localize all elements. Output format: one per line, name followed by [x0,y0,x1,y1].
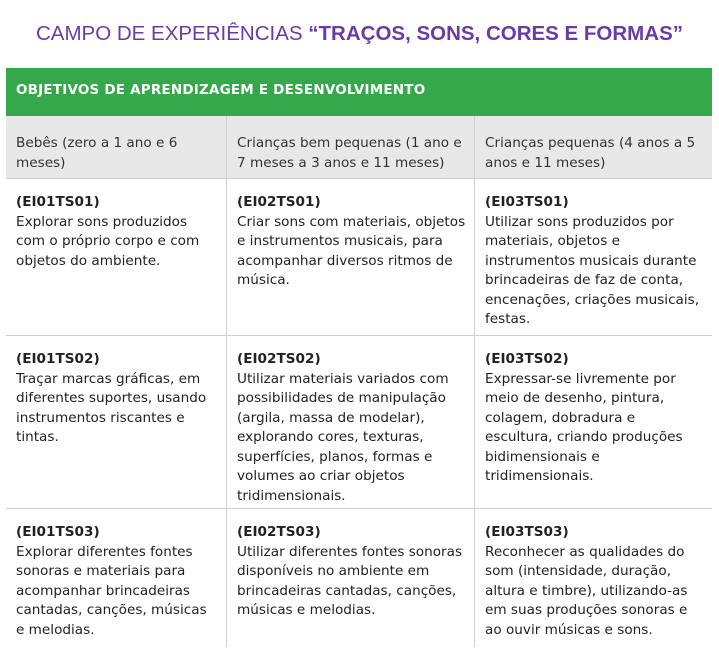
objective-code: (EI02TS02) [237,351,321,367]
objective-text: Explorar sons produzidos com o próprio corpo e com objetos do ambiente. [16,213,200,269]
column-header-criancas-bem-pequenas: Crianças bem pequenas (1 ano e 7 meses a 3 anos e 11 meses) [227,116,475,178]
column-header-criancas-pequenas: Crianças pequenas (4 anos a 5 anos e 11 meses) [475,116,712,178]
page-title [0,22,719,46]
table-cell [475,509,712,647]
table-row [6,508,712,647]
objective-code: (EI02TS03) [237,524,321,540]
objectives-header-label: OBJETIVOS DE APRENDIZAGEM E DESENVOLVIMENTO [16,82,426,98]
table-cell [227,509,475,647]
table-cell [6,336,227,508]
title-prefix: CAMPO DE EXPERIÊNCIAS [36,22,309,45]
objectives-header-band [6,68,712,116]
table-cell [475,179,712,335]
objective-text: Criar sons com materiais, objetos e instrumentos musicais, para acompanhar diversos ritmos de música. [237,213,466,288]
table-cell [227,179,475,335]
table-row [6,178,712,335]
objective-text: Utilizar sons produzidos por materiais, objetos e instrumentos musicais durante brincadeiras de faz de conta, encenações, criações musicais, festas. [485,213,700,327]
objective-code: (EI03TS03) [485,524,569,540]
objective-code: (EI01TS03) [16,524,100,540]
table-cell [6,509,227,647]
column-header-row [6,116,712,178]
objective-text: Traçar marcas gráficas, em diferentes suportes, usando instrumentos riscantes e tintas. [16,370,207,445]
table-row [6,335,712,508]
objective-code: (EI03TS01) [485,194,569,210]
objective-text: Reconhecer as qualidades do som (intensidade, duração, altura e timbre), utilizando-as em suas produções sonoras e ao ouvir músicas e sons. [485,543,688,638]
objective-code: (EI01TS02) [16,351,100,367]
table-cell [475,336,712,508]
objective-text: Explorar diferentes fontes sonoras e materiais para acompanhar brincadeiras cantadas, canções, músicas e melodias. [16,543,207,638]
objective-text: Expressar-se livremente por meio de desenho, pintura, colagem, dobradura e escultura, criando produções bidimensionais e tridimensionais. [485,370,683,484]
objectives-table [6,116,712,647]
objective-code: (EI03TS02) [485,351,569,367]
objective-text: Utilizar materiais variados com possibilidades de manipulação (argila, massa de modelar), explorando cores, texturas, superfícies, planos, formas e volumes ao criar objetos tridimensionais. [237,370,449,504]
objective-text: Utilizar diferentes fontes sonoras disponíveis no ambiente em brincadeiras cantadas, canções, músicas e melodias. [237,543,463,618]
objective-code: (EI01TS01) [16,194,100,210]
column-header-bebes: Bebês (zero a 1 ano e 6 meses) [6,116,227,178]
table-cell [227,336,475,508]
title-emphasis: “TRAÇOS, SONS, CORES E FORMAS” [308,22,683,45]
objective-code: (EI02TS01) [237,194,321,210]
table-cell [6,179,227,335]
